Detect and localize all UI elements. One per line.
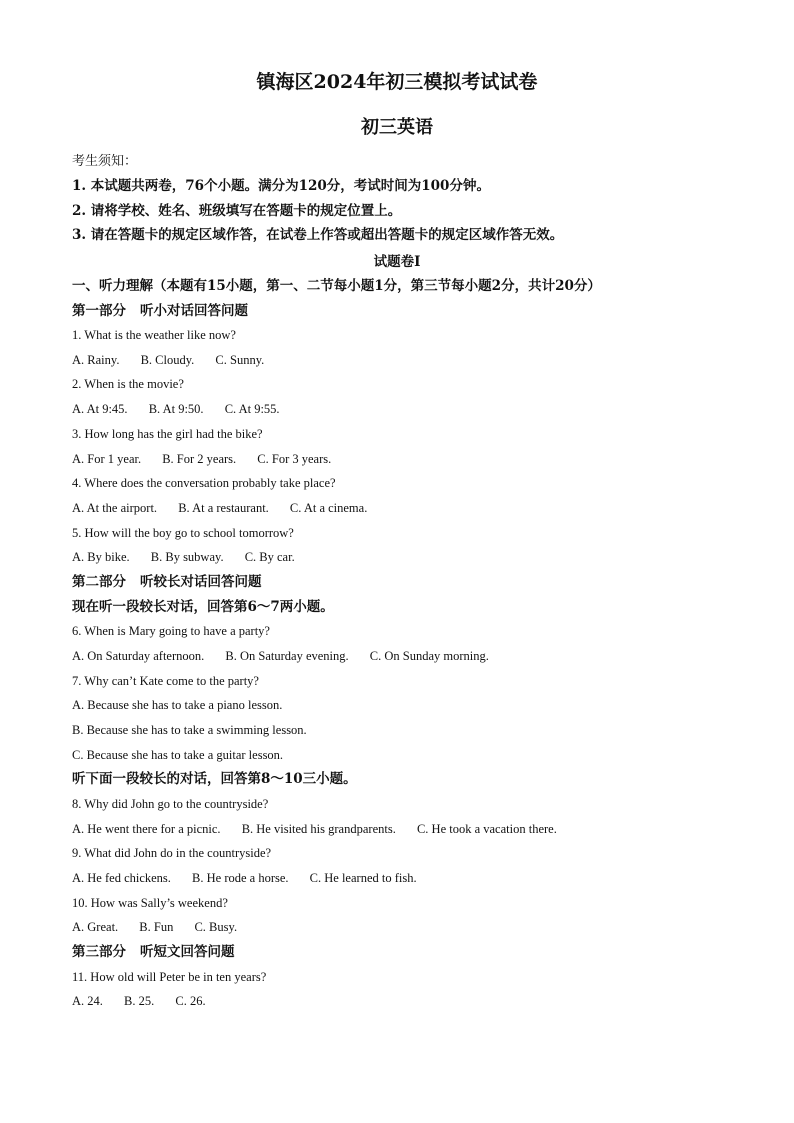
option: B. By subway.	[150, 550, 224, 565]
option-7c: C. Because she has to take a guitar lesson.	[72, 747, 284, 762]
notice-item-2: 2. 请将学校、姓名、班级填写在答题卡的规定位置上。	[72, 202, 402, 219]
part2-number: 第二部分	[72, 573, 126, 590]
option: B. He visited his grandparents.	[241, 821, 396, 836]
question-4: 4. Where does the conversation probably take place?	[72, 476, 336, 491]
option: C. By car.	[244, 550, 295, 565]
question-8: 8. Why did John go to the countryside?	[72, 796, 269, 811]
notice-item-1: 1. 本试题共两卷，76个小题。满分为120分，考试时间为100分钟。	[72, 178, 490, 194]
options-11	[72, 989, 722, 1014]
question-10: 10. How was Sally’s weekend?	[72, 895, 228, 910]
exam-subtitle: 初三英语	[361, 117, 433, 138]
question-9: 9. What did John do in the countryside?	[72, 846, 272, 861]
option: A. At 9:45.	[72, 402, 128, 417]
option: A. On Saturday afternoon.	[72, 648, 205, 663]
options-4	[72, 496, 722, 521]
part3-number: 第三部分	[72, 944, 126, 960]
option: A. Rainy.	[72, 352, 120, 367]
option: A. He went there for a picnic.	[72, 821, 221, 836]
option: A. 24.	[72, 994, 103, 1009]
options-2	[72, 397, 722, 422]
option: C. On Sunday morning.	[369, 648, 489, 663]
part2-title: 听较长对话回答问题	[140, 573, 262, 590]
option-7a: A. Because she has to take a piano lesson.	[72, 698, 283, 713]
options-5	[72, 545, 722, 570]
part2-heading	[72, 570, 722, 595]
exam-title: 镇海区2024年初三模拟考试试卷	[256, 71, 538, 93]
option: C. Busy.	[194, 920, 238, 935]
notice-heading: 考生须知：	[72, 154, 138, 169]
question-11: 11. How old will Peter be in ten years?	[72, 969, 267, 984]
question-2: 2. When is the movie?	[72, 377, 184, 392]
option: C. He took a vacation there.	[416, 821, 557, 836]
option: B. On Saturday evening.	[225, 648, 349, 663]
option: A. Great.	[72, 920, 119, 935]
options-10	[72, 915, 722, 940]
options-8	[72, 817, 722, 842]
option: C. He learned to fish.	[309, 870, 417, 885]
option: B. At 9:50.	[148, 402, 204, 417]
dialog1-intro: 现在听一段较长对话，回答第6～7两小题。	[72, 598, 334, 615]
question-1: 1. What is the weather like now?	[72, 328, 236, 343]
options-3	[72, 447, 722, 472]
option: B. Cloudy.	[140, 352, 195, 367]
option: B. At a restaurant.	[178, 500, 269, 515]
option: C. At 9:55.	[224, 402, 280, 417]
section-title-listening: 一、听力理解（本题有15小题，第一、二节每小题1分，第三节每小题2分，共计20分）	[72, 277, 601, 294]
option: A. By bike.	[72, 550, 130, 565]
option: C. 26.	[175, 994, 206, 1009]
option: A. At the airport.	[72, 500, 158, 515]
option: B. For 2 years.	[162, 451, 237, 466]
question-7: 7. Why can’t Kate come to the party?	[72, 673, 259, 688]
exam-page	[72, 64, 722, 1014]
question-6: 6. When is Mary going to have a party?	[72, 624, 270, 639]
options-6	[72, 644, 722, 669]
option: A. For 1 year.	[72, 451, 142, 466]
part1-heading	[72, 299, 722, 324]
option: B. 25.	[124, 994, 155, 1009]
part3-title: 听短文回答问题	[140, 944, 235, 960]
options-9	[72, 866, 722, 891]
option: B. Fun	[139, 920, 174, 935]
notice-item-3: 3. 请在答题卡的规定区域作答，在试卷上作答或超出答题卡的规定区域作答无效。	[72, 227, 564, 243]
part1-title: 听小对话回答问题	[140, 302, 248, 319]
options-1	[72, 348, 722, 373]
option: A. He fed chickens.	[72, 870, 171, 885]
part3-heading	[72, 940, 722, 965]
question-5: 5. How will the boy go to school tomorrow?	[72, 525, 294, 540]
option-7b: B. Because she has to take a swimming lesson.	[72, 722, 307, 737]
option: C. Sunny.	[215, 352, 265, 367]
part1-number: 第一部分	[72, 302, 126, 319]
volume-label: 试题卷Ⅰ	[373, 253, 421, 270]
dialog2-intro: 听下面一段较长的对话，回答第8～10三小题。	[72, 771, 357, 788]
option: B. He rode a horse.	[192, 870, 289, 885]
option: C. For 3 years.	[257, 451, 332, 466]
question-3: 3. How long has the girl had the bike?	[72, 426, 263, 441]
option: C. At a cinema.	[289, 500, 368, 515]
